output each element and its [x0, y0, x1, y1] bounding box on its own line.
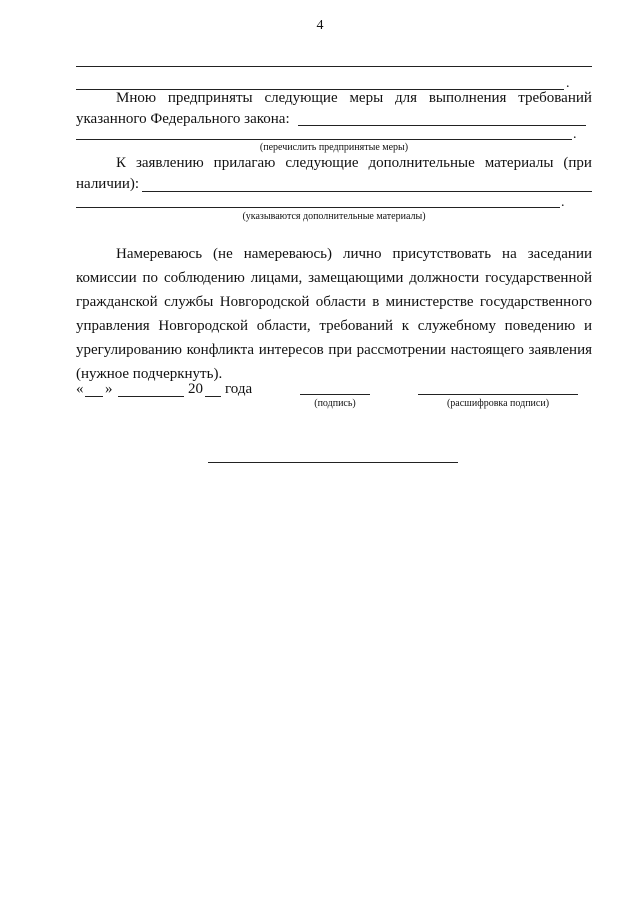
attachments-word: заявлению [135, 155, 204, 171]
page-number: 4 [316, 18, 324, 33]
signature-decoding-blank [418, 394, 578, 395]
attachments-intro-line [116, 155, 592, 172]
measures-fill-line-1 [298, 125, 586, 126]
date-day-blank [85, 396, 103, 397]
attachments-intro-line2: наличии): [76, 176, 140, 192]
attachments-word: прилагаю [213, 155, 276, 171]
measures-word: следующие [264, 90, 338, 106]
top-period: . [566, 76, 570, 91]
date-year-blank [205, 396, 221, 397]
attachments-word: (при [563, 155, 592, 171]
attachments-word: дополнительные [368, 155, 475, 171]
attachments-word: следующие [285, 155, 359, 171]
date-open-quote: « [76, 381, 84, 397]
measures-caption: (перечислить предпринятые меры) [259, 142, 409, 153]
measures-period: . [573, 127, 577, 142]
attachments-fill-line-1 [142, 191, 592, 192]
date-close-quote: » [105, 381, 113, 397]
measures-fill-line-2 [76, 139, 572, 140]
attachments-word: К [116, 155, 127, 171]
measures-word: Мною [116, 90, 157, 106]
end-separator [208, 462, 458, 463]
signature-caption: (подпись) [314, 398, 356, 409]
intention-paragraph: Намереваюсь (не намереваюсь) лично присутствовать на заседании комиссии по соблюдению лицами, замещающими должности государственной гражданской службы Новгородской области в министерстве государственного управления Новгородской области, требований к служебному поведению и урегулированию конфликта интересов при рассмотрении настоящего заявления (нужное подчеркнуть). [76, 246, 592, 382]
top-rule-1 [76, 66, 592, 67]
attachments-word: материалы [484, 155, 554, 171]
signature-decoding-caption: (расшифровка подписи) [446, 398, 550, 409]
date-month-blank [118, 396, 184, 397]
measures-word: требований [518, 90, 592, 106]
measures-intro-line [116, 90, 592, 107]
measures-word: выполнения [428, 90, 507, 106]
date-year-suffix: года [225, 381, 253, 397]
measures-word: меры [349, 90, 384, 106]
date-year-prefix: 20 [188, 381, 203, 397]
signature-blank [300, 394, 370, 395]
attachments-period: . [561, 195, 565, 210]
attachments-fill-line-2 [76, 207, 560, 208]
measures-word: предприняты [167, 90, 253, 106]
measures-intro-line2: указанного Федерального закона: [76, 111, 290, 127]
measures-word: для [394, 90, 418, 106]
attachments-caption: (указываются дополнительные материалы) [242, 211, 426, 222]
